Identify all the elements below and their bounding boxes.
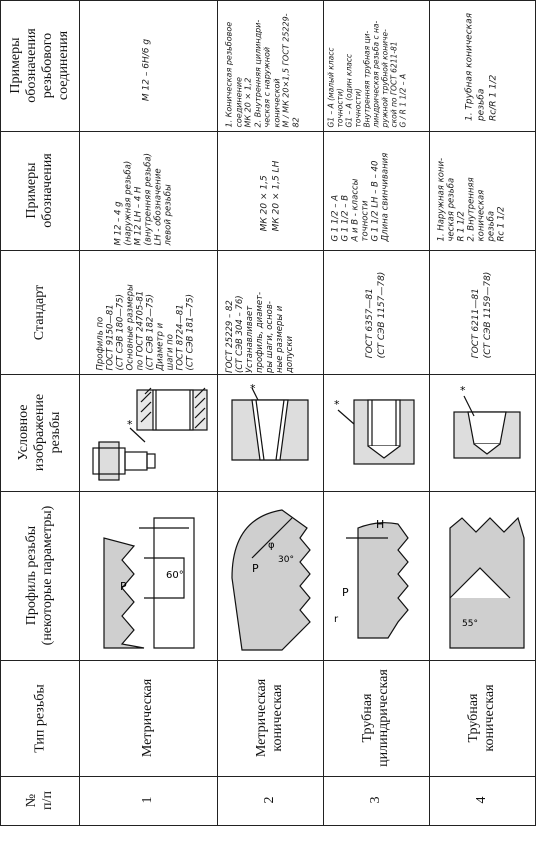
row1-profile-pitch: P: [120, 580, 127, 593]
row2-thread-image: [222, 380, 318, 485]
row1-thread-profile: [84, 498, 212, 656]
header-type: Тип резьбы: [32, 684, 47, 753]
row3-connection-example: G1 – A (малый класс точности) G1 – A (один класс точности) Внутренняя трубная ци- линдрическая резьба с на- ружной трубной кониче- ской по ГОСТ 6211-81 G / R 1 1/2 – A: [326, 20, 408, 128]
row4-thread-type: Трубная коническая: [466, 684, 497, 752]
row1-thread-type: Метрическая: [140, 678, 155, 758]
row2-designation-example: МК 20 × 1,5 МК 20 × 1,5 LH: [259, 160, 282, 232]
row3-thread-image: [328, 380, 424, 485]
row2-number: 2: [262, 796, 277, 804]
header-image: Условное изображение резьбы: [15, 393, 63, 472]
row2-profile-pitch: P: [252, 562, 259, 575]
row3-designation-example: G 1 1/2 – A G 1 1/2 – B A и B - классы точности G 1 1/2 LH – B – 40 Длина свинчивания: [330, 152, 391, 242]
row2-profile-phi: φ: [268, 540, 275, 551]
header-profile: Профиль резьбы (некоторые параметры): [23, 505, 55, 646]
row4-thread-profile: [432, 498, 532, 656]
row4-designation-example: 1. Наружная кони- ческая резьба R 1 1/2 2. Внутренняя коническая резьба Rc 1 1/2: [436, 157, 507, 242]
row1-thread-image: [85, 380, 211, 485]
row3-standard: ГОСТ 6357—81 (СТ СЭВ 1157—78): [365, 271, 387, 359]
row3-thread-profile: [328, 498, 424, 656]
header-designation: Примеры обозначения: [23, 153, 55, 228]
row2-profile-angle: 30°: [278, 555, 294, 565]
header-standard: Стандарт: [31, 284, 47, 341]
row3-profile-pitch: P: [342, 586, 349, 599]
row1-profile-angle: 60°: [166, 570, 184, 581]
header-number: № п/п: [23, 791, 55, 810]
header-connection: Примеры обозначения резьбового соединения: [7, 28, 71, 103]
row4-connection-example: 1. Трубная коническая резьба Rc/R 1 1/2: [464, 12, 499, 122]
row1-designation-example: М 12 – 4 g (наружная резьба) М 12 LH – 4 H (внутренняя резьба) LH - обозначение левой резьбы: [113, 153, 174, 246]
row4-thread-image: [434, 380, 530, 485]
row1-connection-example: M 12 – 6H/6 g: [141, 38, 152, 102]
row2-image-star: *: [250, 382, 256, 395]
row1-number: 1: [140, 796, 155, 804]
row4-image-star: *: [460, 384, 466, 397]
row1-standard: Профиль по ГОСТ 9150—81 (СТ СЭВ 180—75) Основные размеры по ГОСТ 24705-81 (СТ СЭВ 182—75) Диаметр и шаги по ГОСТ 8724—81 (СТ СЭВ 181—75): [95, 284, 196, 371]
row2-standard: ГОСТ 25229 – 82 (СТ СЭВ 304 – 76) Устанавливает профиль, диамет- ры шаги, основ- ные размеры и допуски: [225, 291, 295, 373]
row2-thread-profile: [222, 498, 318, 656]
row3-profile-radius: r: [334, 614, 339, 625]
row2-thread-type: Метрическая коническая: [254, 678, 285, 758]
row3-number: 3: [368, 796, 383, 804]
row3-thread-type: Трубная цилиндрическая: [360, 669, 391, 767]
row1-image-star: *: [127, 418, 133, 431]
row4-profile-angle: 55°: [462, 619, 478, 629]
row2-connection-example: 1. Коническая резьбовое соединение МК 20 × 1,2 2. Внутренняя цилиндри- ческая с наружной конической М / МК 20×1,5 ГОСТ 25229-82: [224, 13, 300, 128]
row3-image-star: *: [334, 398, 340, 411]
row4-number: 4: [474, 796, 489, 804]
row3-profile-height: H: [376, 518, 385, 531]
row4-standard: ГОСТ 6211—81 (СТ СЭВ 1159—78): [471, 271, 493, 359]
